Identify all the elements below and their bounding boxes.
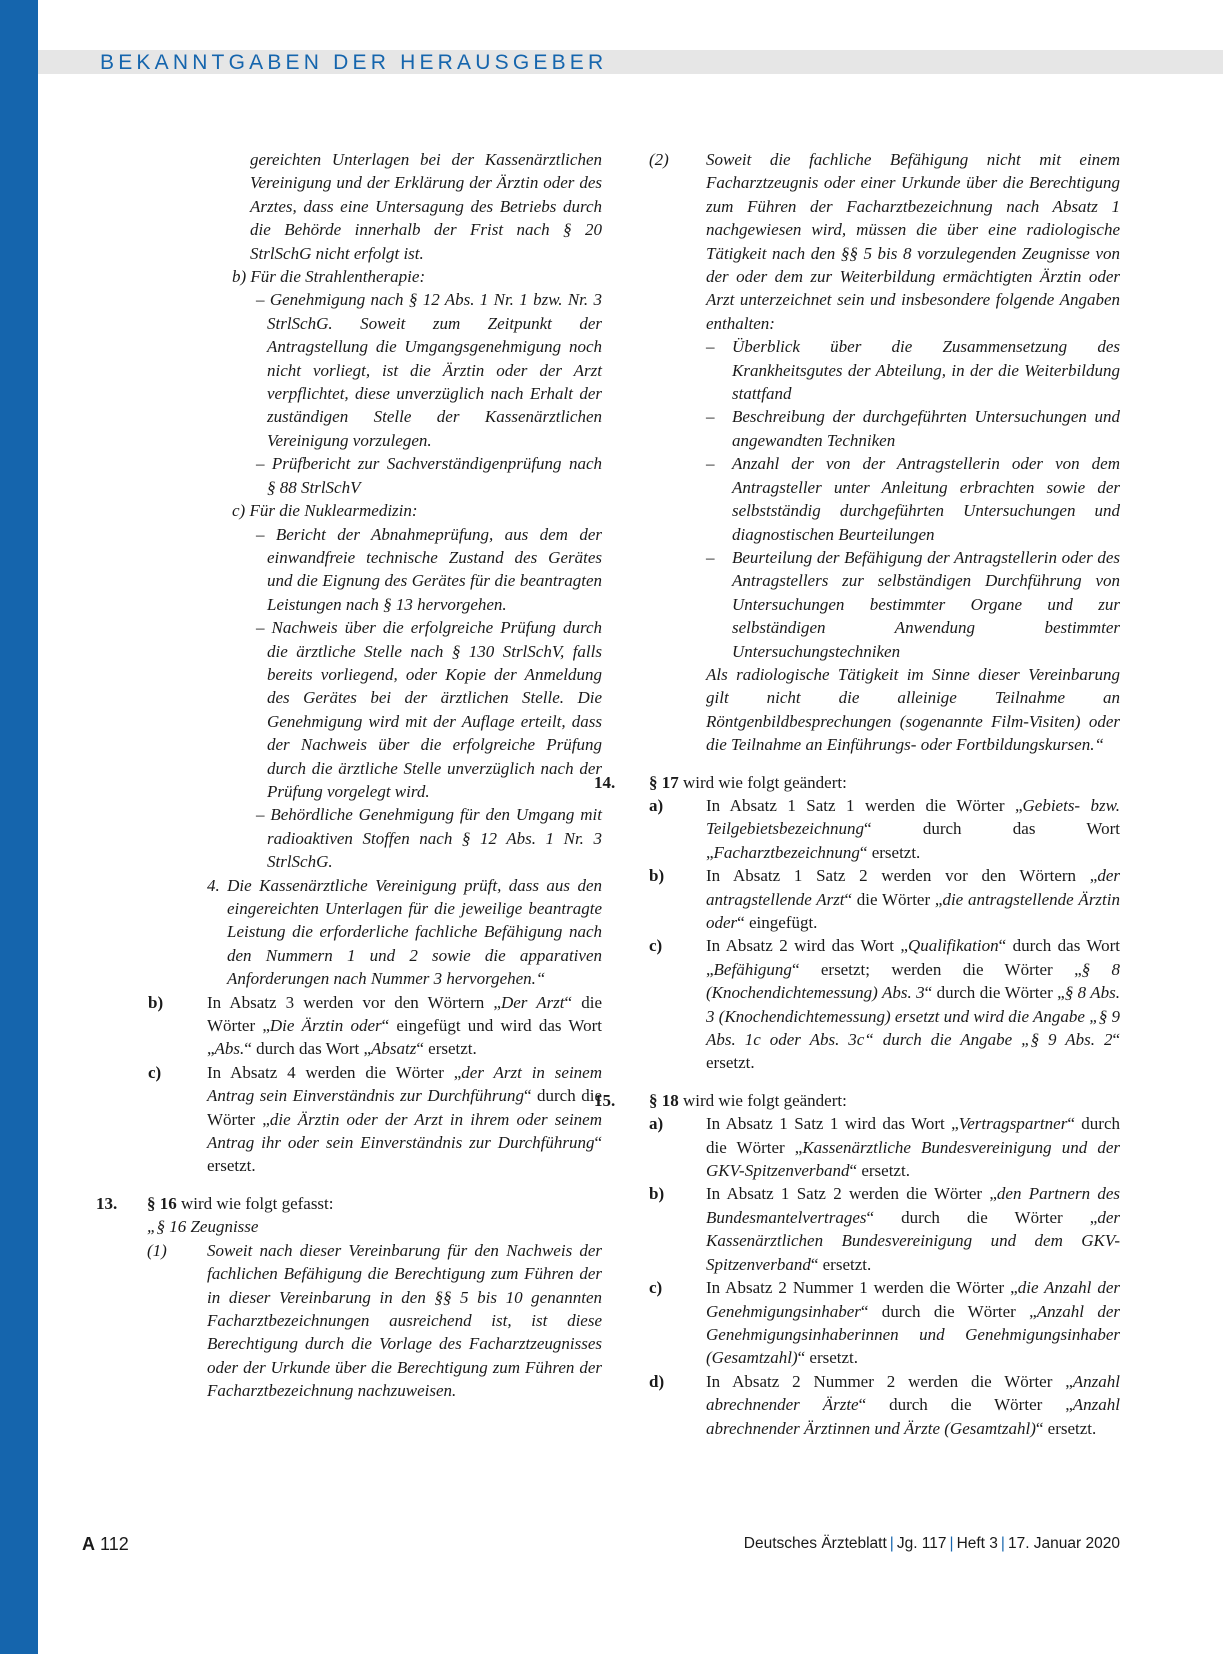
separator: | <box>1000 1535 1005 1552</box>
quoted-phrase: Der Arzt <box>500 992 565 1012</box>
subsection-heading-c: c) Für die Nuklearmedizin: <box>232 501 418 521</box>
text-segment: In Absatz 1 Satz 1 wird das Wort „ <box>706 1114 959 1134</box>
section-13-heading <box>96 1192 602 1215</box>
text-segment: “ ersetzt. <box>810 1254 872 1274</box>
bullet-text: Beschreibung der durchgeführten Untersuchungen und angewandten Techniken <box>732 407 1120 450</box>
bullet-item <box>622 546 1120 663</box>
text-segment: In Absatz 2 wird das Wort „ <box>706 936 908 956</box>
text-segment: “ ersetzt; werden die Wörter „ <box>791 959 1082 979</box>
section-heading-text: wird wie folgt gefasst: <box>176 1193 334 1213</box>
dash-item: – Behördliche Genehmigung für den Umgang mit radioaktiven Stoffen nach § 12 Abs. 1 Nr. 3 StrlSchG. <box>256 805 602 872</box>
journal-name: Deutsches Ärzteblatt <box>743 1535 887 1552</box>
text-segment: “ durch das Wort „ <box>706 936 1120 979</box>
text-segment: “ durch die Wörter „ <box>207 1086 602 1129</box>
bullet-text: Beurteilung der Befähigung der Antragstellerin oder des Antragstellers zur selbständigen Durchführung von Untersuchungen bestimmter Organe und zur selbständigen Anwendung bestimmter Untersuchungstechniken <box>732 547 1120 661</box>
quoted-phrase: § 8 (Knochendichtemessung) Abs. 3 <box>706 959 1120 1003</box>
text-segment: “ die Wörter „ <box>207 992 602 1036</box>
item-label: c) <box>649 1278 663 1298</box>
dash-mark: – <box>706 547 715 567</box>
item-label: a) <box>649 795 664 815</box>
amendment-item <box>622 1182 1120 1276</box>
dash-mark: – <box>706 337 715 357</box>
bullet-item <box>622 405 1120 452</box>
item-label: c) <box>649 936 663 956</box>
text-segment: In Absatz 1 Satz 2 werden vor den Wörtern „ <box>706 866 1098 886</box>
text-segment: “ ersetzt. <box>1035 1418 1097 1438</box>
item-label: b) <box>649 1184 665 1204</box>
page-prefix: A <box>82 1534 95 1554</box>
quoted-phrase: Qualifikation <box>907 936 999 956</box>
separator: | <box>889 1535 894 1552</box>
paragraph-label: (2) <box>649 150 669 169</box>
bullet-item <box>622 452 1120 546</box>
amendment-item <box>622 934 1120 1074</box>
bullet-text: Überblick über die Zusammensetzung des Krankheitsgutes der Abteilung, in der die Weiterbildung stattfand <box>732 337 1120 404</box>
quoted-phrase: der antragstellende Arzt <box>706 866 1120 909</box>
amendment-item <box>622 1276 1120 1370</box>
separator: | <box>949 1535 954 1552</box>
text-segment: In Absatz 4 werden die Wörter „ <box>207 1062 462 1082</box>
amendment-text <box>706 866 1120 932</box>
volume: Jg. 117 <box>896 1535 947 1552</box>
amendment-text <box>706 936 1120 1072</box>
paragraph-1 <box>96 1239 602 1403</box>
dash-item: – Bericht der Abnahmeprüfung, aus dem der einwandfreie technische Zustand des Gerätes und die Eignung des Gerätes für die beantragten Leistungen nach § 13 hervorgehen. <box>256 524 602 614</box>
text-segment: “ durch das Wort „ <box>244 1039 372 1059</box>
paragraph-2 <box>622 148 1120 335</box>
dash-mark: – <box>706 454 715 474</box>
item-label: a) <box>649 1114 664 1134</box>
text-segment: In Absatz 3 werden vor den Wörtern „ <box>207 992 501 1012</box>
quoted-phrase: Anzahl abrechnender Ärzte <box>706 1371 1120 1415</box>
item-label: b) <box>148 992 164 1012</box>
text-segment: “ durch die Wörter „ <box>860 1301 1037 1321</box>
text-segment: In Absatz 1 Satz 1 werden die Wörter „ <box>706 795 1023 815</box>
amendment-text <box>706 1372 1120 1438</box>
quoted-phrase: Befähigung <box>713 959 792 979</box>
section-ref: § 17 <box>649 772 679 792</box>
amendment-item <box>96 1061 602 1178</box>
amendment-item <box>622 794 1120 864</box>
numbered-paragraph-4: 4. Die Kassenärztliche Vereinigung prüft, dass aus den eingereichten Unterlagen für die jeweilige beantragte Leistung die erforderliche fachliche Befähigung nach den Nummern 1 und 2 sowie die apparativen Anforderungen nach Nummer 3 hervorgehen.“ <box>207 875 602 989</box>
text-segment: “ ersetzt. <box>797 1348 859 1368</box>
text-segment: “ die Wörter „ <box>844 889 943 909</box>
paragraph-text: Soweit nach dieser Vereinbarung für den Nachweis der fachlichen Befähigung die Berechtigung zum Führen der in dieser Vereinbarung in den §§ 5 bis 10 genannten Facharztbezeichnungen ausreichend ist, ist diese Berechtigung durch die Vorlage des Facharztzeugnisses oder der Urkunde über die Berechtigung zum Führen der Facharztbezeichnung nachzuweisen. <box>207 1240 602 1401</box>
sidebar-accent-bar <box>0 0 38 1654</box>
amendment-item <box>96 991 602 1061</box>
section-14-heading <box>594 771 1120 794</box>
text-segment: “ ersetzt. <box>849 1161 910 1181</box>
section-title: BEKANNTGABEN DER HERAUSGEBER <box>100 51 608 74</box>
quoted-phrase: der Arzt in seinem Antrag sein Einverständnis zur Durchführung <box>207 1062 602 1106</box>
amendment-item <box>622 1370 1120 1440</box>
page-number-value: 112 <box>100 1534 129 1554</box>
section-ref: § 18 <box>649 1090 679 1110</box>
quoted-phrase: die antragstellende Ärztin oder <box>706 889 1120 932</box>
quoted-phrase: die Anzahl der Genehmigungsinhaber <box>706 1278 1120 1321</box>
bullet-item <box>622 335 1120 405</box>
bullet-text: Anzahl der von der Antragstellerin oder von dem Antragsteller unter Anleitung erbrachten sowie der selbstständig durchgeführten Untersuchungen und diagnostischen Beurteilungen <box>732 454 1120 544</box>
issue-date: 17. Januar 2020 <box>1007 1535 1120 1552</box>
text-segment: “ ersetzt. <box>416 1039 477 1059</box>
item-label: b) <box>649 866 665 886</box>
amendment-text <box>706 796 1120 862</box>
quoted-phrase: die Ärztin oder der Arzt in ihrem oder seinem Antrag ihr oder sein Einverständnis zur Durchführung <box>207 1109 602 1153</box>
text-segment: “ durch die Wörter „ <box>858 1395 1073 1415</box>
amendment-text <box>706 1278 1120 1367</box>
quoted-phrase: § 8 Abs. 3 (Knochendichtemessung) ersetzt und wird die Angabe „§ 9 Abs. 1c oder Abs. 3c“ durch die Angabe „§ 9 Abs. 2 <box>706 983 1120 1050</box>
text-segment: “ durch die Wörter „ <box>866 1207 1098 1227</box>
paragraph-label: (1) <box>147 1240 167 1260</box>
text-segment: “ eingefügt und wird das Wort „ <box>207 1016 603 1059</box>
amendment-item <box>622 1112 1120 1182</box>
quoted-phrase: Anzahl der Genehmigungsinhaberinnen und Genehmigungsinhaber (Gesamtzahl) <box>706 1301 1120 1368</box>
amendment-text <box>207 993 602 1059</box>
text-segment: “ durch die Wörter „ <box>706 1114 1121 1157</box>
item-label: d) <box>649 1371 665 1391</box>
text-segment: In Absatz 2 Nummer 1 werden die Wörter „ <box>706 1278 1018 1298</box>
issue: Heft 3 <box>956 1535 998 1552</box>
text-segment: In Absatz 1 Satz 2 werden die Wörter „ <box>706 1184 997 1204</box>
dash-item: – Nachweis über die erfolgreiche Prüfung durch die ärztliche Stelle nach § 130 StrlSchV, falls bereits vorliegend, oder Kopie der Anmeldung des Gerätes bei der ärztlichen Stelle. Die Genehmigung wird mit der Auflage erteilt, dass der Nachweis über die erfolgreiche Prüfung durch die ärztliche Stelle unverzüglich nach der Prüfung vorgelegt wird. <box>256 618 602 801</box>
paragraph-text: Soweit die fachliche Befähigung nicht mit einem Facharztzeugnis oder einer Urkunde über die Berechtigung zum Führen der Facharztbezeichnung nach Absatz 1 nachgewiesen wird, müssen die über eine radiologische Tätigkeit nach den §§ 5 bis 8 vorzulegenden Zeugnisse von der oder dem zur Weiterbildung ermächtigten Ärztin oder Arzt unterzeichnet sein und insbesondere folgende Angaben enthalten: <box>706 150 1120 333</box>
section-16-title: „§ 16 Zeugnisse <box>147 1217 259 1237</box>
subsection-heading-b: b) Für die Strahlentherapie: <box>232 267 426 287</box>
section-ref: § 16 <box>147 1193 177 1213</box>
text-segment: “ eingefügt. <box>737 913 818 932</box>
quoted-phrase: Gebiets- bzw. Teilgebietsbezeichnung <box>706 795 1120 839</box>
text-segment: “ ersetzt. <box>207 1133 602 1176</box>
quoted-phrase: Vertragspartner <box>958 1114 1068 1134</box>
text-segment: “ ersetzt. <box>859 842 921 862</box>
item-label: c) <box>148 1062 162 1082</box>
text-segment: “ ersetzt. <box>706 1030 1120 1073</box>
quoted-phrase: Facharztbezeichnung <box>713 842 860 862</box>
dash-item: – Prüfbericht zur Sachverständigenprüfung nach § 88 StrlSchV <box>256 454 602 497</box>
section-number: 13. <box>96 1193 118 1213</box>
right-column <box>594 148 1121 1440</box>
quoted-phrase: Die Ärztin oder <box>269 1016 382 1036</box>
quoted-phrase: Anzahl abrechnender Ärztinnen und Ärzte (Gesamtzahl) <box>706 1395 1120 1438</box>
quoted-phrase: der Kassenärztlichen Bundesvereinigung und dem GKV-Spitzenverband <box>706 1207 1120 1274</box>
dash-item: – Genehmigung nach § 12 Abs. 1 Nr. 1 bzw. Nr. 3 StrlSchG. Soweit zum Zeitpunkt der Antragstellung die Umgangsgenehmigung noch nicht vorliegt, ist die Ärztin oder der Arzt verpflichtet, diese unverzüglich nach Erhalt der zuständigen Stelle der Kassenärztlichen Vereinigung vorzulegen. <box>256 290 602 450</box>
section-heading-text: wird wie folgt geändert: <box>678 772 847 792</box>
section-15-heading <box>594 1089 1120 1112</box>
text-segment: “ durch die Wörter „ <box>924 983 1065 1003</box>
quoted-phrase: den Partnern des Bundesmantelvertrages <box>706 1184 1121 1227</box>
page-number <box>82 1532 129 1556</box>
section-heading-text: wird wie folgt geändert: <box>678 1090 847 1110</box>
section-number: 14. <box>594 772 616 792</box>
quoted-phrase: Abs. <box>214 1039 245 1059</box>
amendment-text <box>706 1114 1120 1180</box>
continuation-paragraph: gereichten Unterlagen bei der Kassenärztlichen Vereinigung und der Erklärung der Ärztin oder des Arztes, dass eine Untersagung des Betriebs durch die Behörde innerhalb der Frist nach § 20 StrlSchG nicht erfolgt ist. <box>250 150 602 263</box>
text-segment: In Absatz 2 Nummer 2 werden die Wörter „ <box>706 1371 1073 1391</box>
left-column <box>96 148 602 1403</box>
section-number: 15. <box>594 1090 616 1110</box>
publication-info <box>744 1532 1120 1556</box>
quoted-phrase: Kassenärztliche Bundesvereinigung und der GKV-Spitzenverband <box>706 1137 1120 1181</box>
amendment-text <box>207 1063 602 1176</box>
dash-mark: – <box>706 407 715 427</box>
quoted-phrase: Absatz <box>371 1039 417 1059</box>
amendment-text <box>706 1184 1120 1273</box>
amendment-item <box>622 864 1120 934</box>
closing-paragraph: Als radiologische Tätigkeit im Sinne dieser Vereinbarung gilt nicht die alleinige Teilnahme an Röntgenbildbesprechungen (sogenannte Film-Visiten) oder die Teilnahme an Einführungs- oder Fortbildungskursen.“ <box>706 664 1120 755</box>
text-segment: “ durch das Wort „ <box>706 819 1120 862</box>
